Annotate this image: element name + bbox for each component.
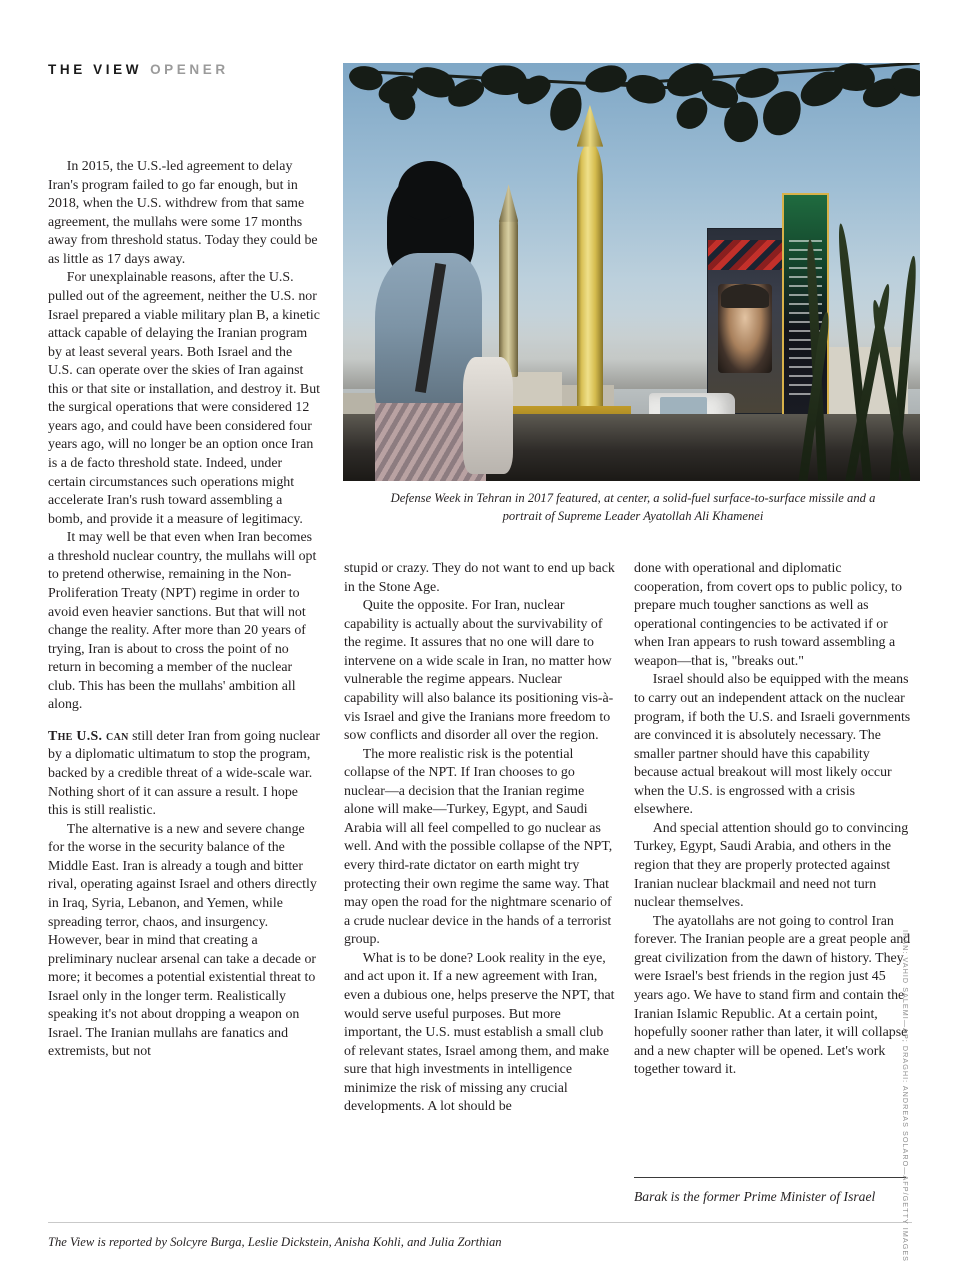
photo-caption: Defense Week in Tehran in 2017 featured, at center, a solid-fuel surface-to-surface missile and a portrait of Supreme Leader Ayatollah Ali Khamenei — [390, 491, 876, 523]
leaf — [584, 63, 629, 95]
article-column-2 — [344, 560, 616, 1117]
paragraph: In 2015, the U.S.-led agreement to delay Iran's program failed to go far enough, but in 2018, when the U.S. withdrew from that same agreement, the mullahs were some 17 months away from threshold status. Today they could be as little as 17 days away. — [48, 159, 318, 267]
paragraph: done with operational and diplomatic cooperation, from covert ops to public policy, to prepare much tougher sanctions as well as operational contingencies to be activated if or when Iran appears to rush toward assembling a weapon—that is, "breaks out." — [634, 561, 902, 669]
footer-credit: The View is reported by Solcyre Burga, Leslie Dickstein, Anisha Kohli, and Julia Zorthian — [48, 1235, 502, 1249]
running-head-sub: OPENER — [150, 62, 229, 77]
paragraph: The ayatollahs are not going to control Iran forever. The Iranian people are a great people and great civilization from the dawn of history. They were Israel's best friends in the region just 45 years ago. We have to stand firm and contain the Iranian Islamic Republic. At a certain point, hopefully sooner rather than later, it will collapse and a new chapter will be opened. Let's work together toward it. — [634, 913, 911, 1078]
paragraph: Israel should also be equipped with the means to carry out an independent attack on the nuclear program, if both the U.S. and Israeli governments are convinced it is absolutely necessary. The smaller partner should have this capability because actual breakout will most likely occur when the U.S. is engrossed with a crisis elsewhere. — [634, 672, 911, 818]
article-column-3 — [634, 560, 912, 1080]
billboard-banner — [708, 240, 783, 269]
paragraph-with-lead-in — [48, 728, 320, 821]
paragraph: Quite the opposite. For Iran, nuclear capability is actually about the survivability of the regime. It assures that no one will dare to intervene on a wide scale in Iran, no matter how vulnerable the regime appears. Nuclear capability will also balance its positioning vis-à-vis Israel and give the Iranians more freedom to sow conflicts and disorder all over the region. — [344, 598, 614, 744]
byline-divider — [634, 1177, 906, 1178]
portrait-turban — [721, 284, 769, 308]
footer-divider — [48, 1222, 912, 1223]
running-head-main: THE VIEW — [48, 62, 143, 77]
leaf — [622, 69, 669, 109]
leaf — [546, 84, 584, 133]
paragraph: stupid or crazy. They do not want to end up back in the Stone Age. — [344, 561, 615, 595]
paragraph: What is to be done? Look reality in the eye, and act upon it. If a new agreement with Iran, even a dubious one, helps preserve the NPT, that would serve useful purposes. But more important, the U.S. must establish a small club of relevant states, Israel among them, and make sure that high investments in intelligence minimize the risk of missing any crucial developments. A lot should be — [344, 950, 615, 1115]
photo-scene — [343, 63, 920, 481]
photo-credit-vertical: IRAN: VAHID SALEMI—AP; DRAGHI: ANDREAS SOLARO—AFP/GETTY IMAGES — [901, 930, 910, 1263]
billboard — [707, 228, 784, 414]
running-head — [48, 62, 229, 77]
lead-in-smallcaps: The U.S. can — [48, 728, 129, 744]
paragraph: For unexplainable reasons, after the U.S. pulled out of the agreement, neither the U.S. nor Israel prepared a viable military plan B, a kinetic attack capable of delaying the Iranian program by at least several years. Both Israel and the U.S. can operate over the skies of Iran against this or that site or installation, and destroy it. But the surgical operations that were considered 12 years ago, and could have been considered four years ago, will no longer be an option once Iran is a de facto threshold state. Indeed, under certain circumstances such operations might accelerate Iran's rush toward assembling a bomb, and provide it a measure of legitimacy. — [48, 270, 320, 527]
tree-canopy — [343, 63, 920, 213]
paragraph: The alternative is a new and severe change for the worse in the security balance of the Middle East. Iran is already a tough and bitter rival, operating against Israel and others directly in Iraq, Syria, Lebanon, and Yemen, while spreading terror, chaos, and insurgency. However, bear in mind that creating a preliminary nuclear arsenal can take a decade or more; it becomes a potential existential threat to Israel only in the longer term. Realistically speaking it's not about dropping a weapon on Israel. The Iranian mullahs are fanatics and extremists, but not — [48, 821, 317, 1060]
paragraph-body: still deter Iran from going nuclear by a diplomatic ultimatum to stop the program, backed by a credible threat of a wide-scale war. Nothing short of it can assure a result. I hope this is still realistic. — [48, 728, 320, 819]
paragraph: The more realistic risk is the potential collapse of the NPT. If Iran chooses to go nuclear—a decision that the Iranian regime alone will make—Turkey, Egypt, and Saudi Arabia will all feel compelled to go nuclear as well. And with the possible collapse of the NPT, every third-rate dictator on earth might try protecting their own regime the same way. That may open the road for the nightmare scenario of a crude nuclear device in the hands of a terrorist group. — [344, 746, 613, 948]
shopping-bag — [463, 357, 513, 474]
paragraph: It may well be that even when Iran becomes a threshold nuclear country, the mullahs will opt to pretend otherwise, remaining in the Non-Proliferation Treaty (NPT) regime in order to avoid even heavier sanctions. But that will not change the reality. After more than 20 years of trying, Iran is about to cross the point of no return in becoming a member of the nuclear club. This has been the mullahs' ambition all along. — [48, 530, 317, 713]
paragraph: And special attention should go to convincing Turkey, Egypt, Saudi Arabia, and others in the region that they are properly protected against Iranian nuclear blackmail and need not turn nuclear themselves. — [634, 820, 909, 911]
author-byline: Barak is the former Prime Minister of Israel — [634, 1189, 876, 1204]
article-photo — [343, 63, 920, 481]
article-column-1 — [48, 158, 320, 1062]
